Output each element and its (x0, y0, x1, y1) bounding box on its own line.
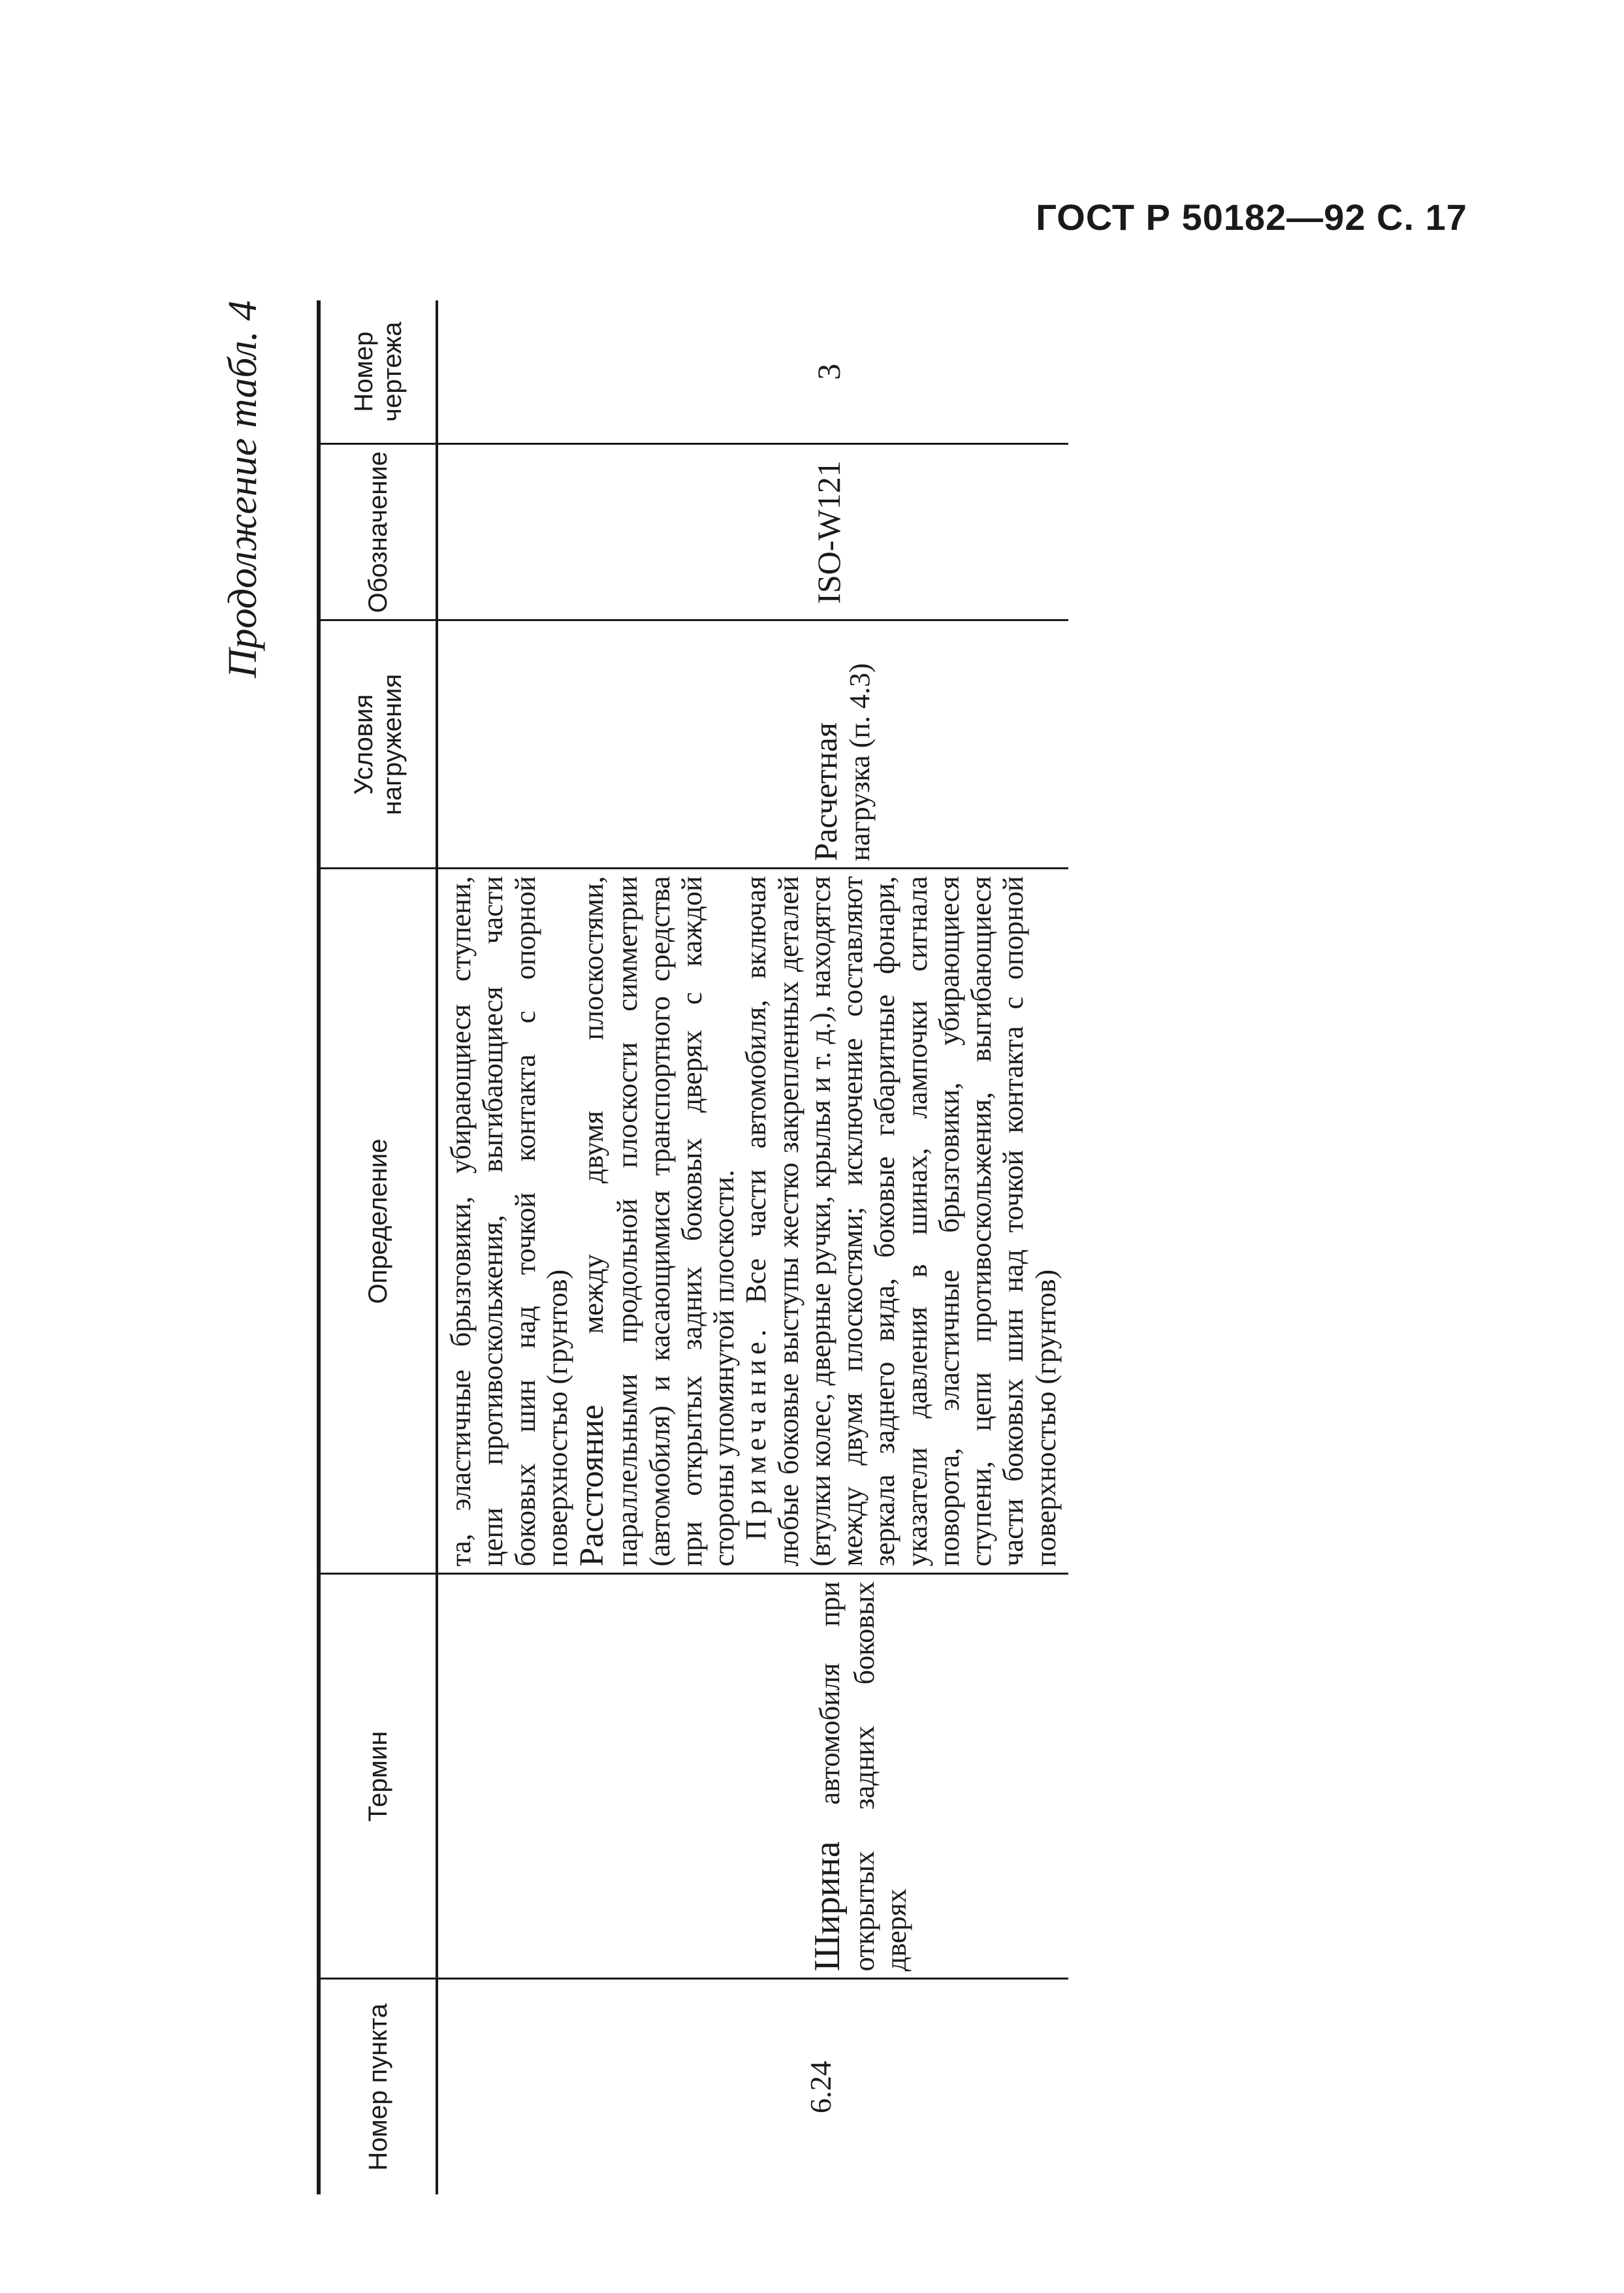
term-rest: автомобиля при открытых задних боковых дверях (814, 1581, 912, 1972)
term-text (807, 1582, 912, 1972)
definition-first-word: Расстояние (573, 1404, 611, 1567)
note-text: Все части автомобиля, включая любые боковые выступы жестко закрепленных деталей (втулки колес, дверные ручки, крылья и т. д.), находятся между двумя плоскостями; исключение составляют зеркала заднего вида, боковые габаритные фонари, указатели давления в шинах, лампочки сигнала поворота, эластичные брызговики, убирающиеся ступени, цепи противоскольжения, выгибающиеся части боковых шин над точкой контакта с опорной поверхностью (грунтов) (740, 876, 1062, 1567)
table-header-row (319, 300, 437, 2194)
previous-definition-tail: та, эластичные брызговики, убирающиеся ступени, цепи противоскольжения, выгибающиеся части боковых шин над точкой контакта с опорной поверхностью (грунтов) (445, 876, 573, 1567)
drawing-cell (437, 300, 1068, 444)
column-header-conditions: Условия нагружения (319, 620, 437, 869)
definition-rest: между двумя плоскостями, параллельными продольной плоскости симметрии (автомобиля) и касающимися транспортного средства при открытых задних боковых дверях с каждой стороны упомянутой плоскости. (577, 876, 740, 1567)
symbol-text: ISO-W121 (810, 460, 847, 604)
term-cell (437, 1574, 1068, 1979)
column-header-symbol: Обозначение (319, 444, 437, 620)
column-header-drawing: Номер чертежа (319, 300, 437, 444)
term-first-word: Ширина (807, 1841, 848, 1972)
definition-text (573, 876, 740, 1567)
definition-cell (437, 869, 1068, 1574)
row-number: 6.24 (804, 2060, 837, 2113)
column-header-term: Термин (319, 1574, 437, 1979)
definition-note (740, 876, 1062, 1567)
conditions-first-word: Расчетная (807, 722, 844, 861)
conditions-text (807, 628, 876, 861)
page-header: ГОСТ Р 50182—92 С. 17 (1036, 197, 1467, 238)
drawing-number: 3 (810, 363, 847, 380)
rotated-table-block (176, 300, 1469, 2194)
continuation-label: Продолжение табл. 4 (221, 300, 265, 679)
column-header-number: Номер пункта (319, 1979, 437, 2194)
note-label: Примечание. (740, 1324, 772, 1541)
conditions-cell (437, 620, 1068, 869)
column-header-definition: Определение (319, 869, 437, 1574)
conditions-rest: нагрузка (п. 4.3) (844, 663, 876, 861)
symbol-cell (437, 444, 1068, 620)
table-row (437, 300, 1068, 2194)
terms-table (317, 300, 1068, 2194)
